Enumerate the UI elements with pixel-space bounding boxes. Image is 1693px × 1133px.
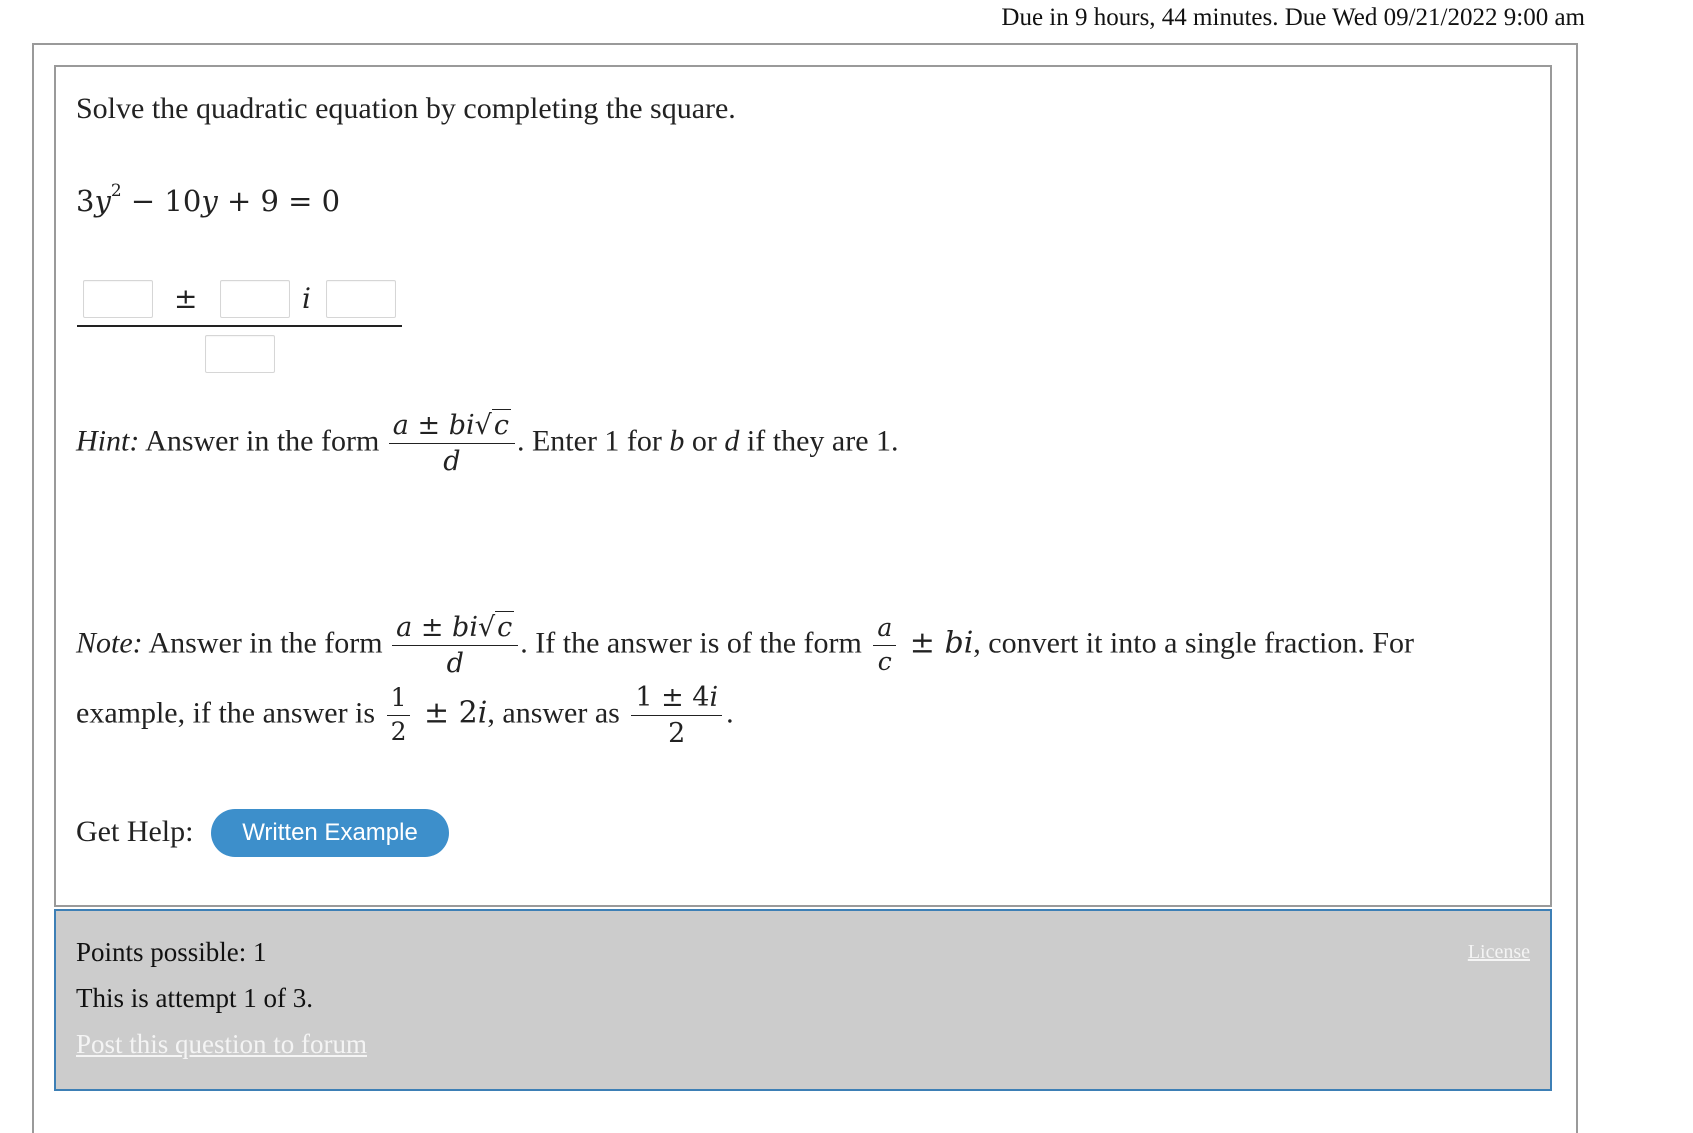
eq-exponent: 2 xyxy=(110,181,122,202)
note-frac2-den: c xyxy=(877,647,892,677)
note-text-mid: . If the answer is of the form xyxy=(520,626,870,660)
note-d: d xyxy=(446,648,464,680)
ex-mid: ± 2 xyxy=(414,695,478,731)
example-fraction xyxy=(387,684,411,747)
note-line-1 xyxy=(76,612,1414,679)
hint-pm: ± xyxy=(408,410,449,441)
ex-num: 1 xyxy=(387,684,411,716)
answer-example-fraction xyxy=(631,682,722,749)
note-line-2 xyxy=(76,682,734,749)
eq-minus: − xyxy=(130,184,156,218)
hint-bi: bi xyxy=(448,410,475,441)
eq-var2: y xyxy=(201,184,218,218)
answer-fraction-bar xyxy=(77,325,402,327)
answer-input-d[interactable] xyxy=(205,335,275,373)
note-bi-2: bi xyxy=(944,625,974,661)
eq-const: 9 xyxy=(260,184,279,218)
note-pm: ± xyxy=(412,612,453,643)
hint-c: c xyxy=(493,410,509,441)
question-footer xyxy=(54,909,1552,1091)
note-line2-before: example, if the answer is xyxy=(76,696,383,730)
ex-den: 2 xyxy=(390,717,407,747)
hint-frac-num xyxy=(389,410,515,444)
hint-var-d: d xyxy=(724,424,740,458)
ans-den: 2 xyxy=(668,718,686,750)
due-date-text: Due in 9 hours, 44 minutes. Due Wed 09/21/2022 9:00 am xyxy=(1001,4,1585,31)
eq-var: y xyxy=(94,184,111,218)
hint-var-b: b xyxy=(669,424,685,458)
note-label: Note: xyxy=(76,626,143,660)
note-ac-fraction xyxy=(873,614,896,677)
hint-after-1: . Enter 1 for xyxy=(516,424,670,458)
answer-pm-sign: ± xyxy=(174,282,198,315)
quadratic-equation xyxy=(76,181,341,218)
note-period: . xyxy=(726,696,734,730)
answer-i-symbol: i xyxy=(302,282,311,315)
eq-rhs: 0 xyxy=(321,184,341,218)
sqrt-symbol: √c xyxy=(477,612,513,643)
hint-label: Hint: xyxy=(76,424,140,458)
note-text-end: , convert it into a single fraction. For xyxy=(973,626,1415,660)
sqrt-symbol: √c xyxy=(474,410,509,441)
eq-term2: 10 xyxy=(164,184,202,218)
ex-after: , answer as xyxy=(487,696,628,730)
note-form-fraction xyxy=(392,612,518,679)
note-a: a xyxy=(396,612,413,643)
ans-num xyxy=(631,682,722,716)
note-text-before: Answer in the form xyxy=(142,626,391,660)
ans-num-text: 1 ± 4 xyxy=(635,682,710,713)
question-prompt: Solve the quadratic equation by completing the square. xyxy=(76,92,736,125)
eq-plus: + xyxy=(226,184,252,218)
hint-d: d xyxy=(443,446,461,478)
post-to-forum-link[interactable]: Post this question to forum xyxy=(76,1029,368,1059)
hint-line xyxy=(76,410,899,477)
note-pm-2: ± xyxy=(900,625,945,661)
ans-i: i xyxy=(709,682,719,713)
hint-a: a xyxy=(392,410,409,441)
note-frac-num xyxy=(392,612,518,646)
hint-after-2: or xyxy=(684,424,725,458)
hint-after-3: if they are 1. xyxy=(739,424,899,458)
hint-form-fraction xyxy=(389,410,515,477)
answer-input-a[interactable] xyxy=(83,280,153,318)
ex-i: i xyxy=(477,695,488,731)
eq-equals: = xyxy=(288,184,313,218)
points-possible: Points possible: 1 xyxy=(76,937,267,967)
note-c: c xyxy=(497,612,513,643)
eq-coef: 3 xyxy=(76,184,95,218)
attempt-count: This is attempt 1 of 3. xyxy=(76,983,313,1013)
written-example-button[interactable]: Written Example xyxy=(211,809,449,857)
note-frac2-num: a xyxy=(873,614,896,646)
hint-text-before: Answer in the form xyxy=(139,424,387,458)
note-bi: bi xyxy=(452,612,478,643)
answer-input-c[interactable] xyxy=(326,280,396,318)
get-help-label: Get Help: xyxy=(76,815,194,848)
answer-input-b[interactable] xyxy=(220,280,290,318)
license-link[interactable]: License xyxy=(1467,941,1530,963)
